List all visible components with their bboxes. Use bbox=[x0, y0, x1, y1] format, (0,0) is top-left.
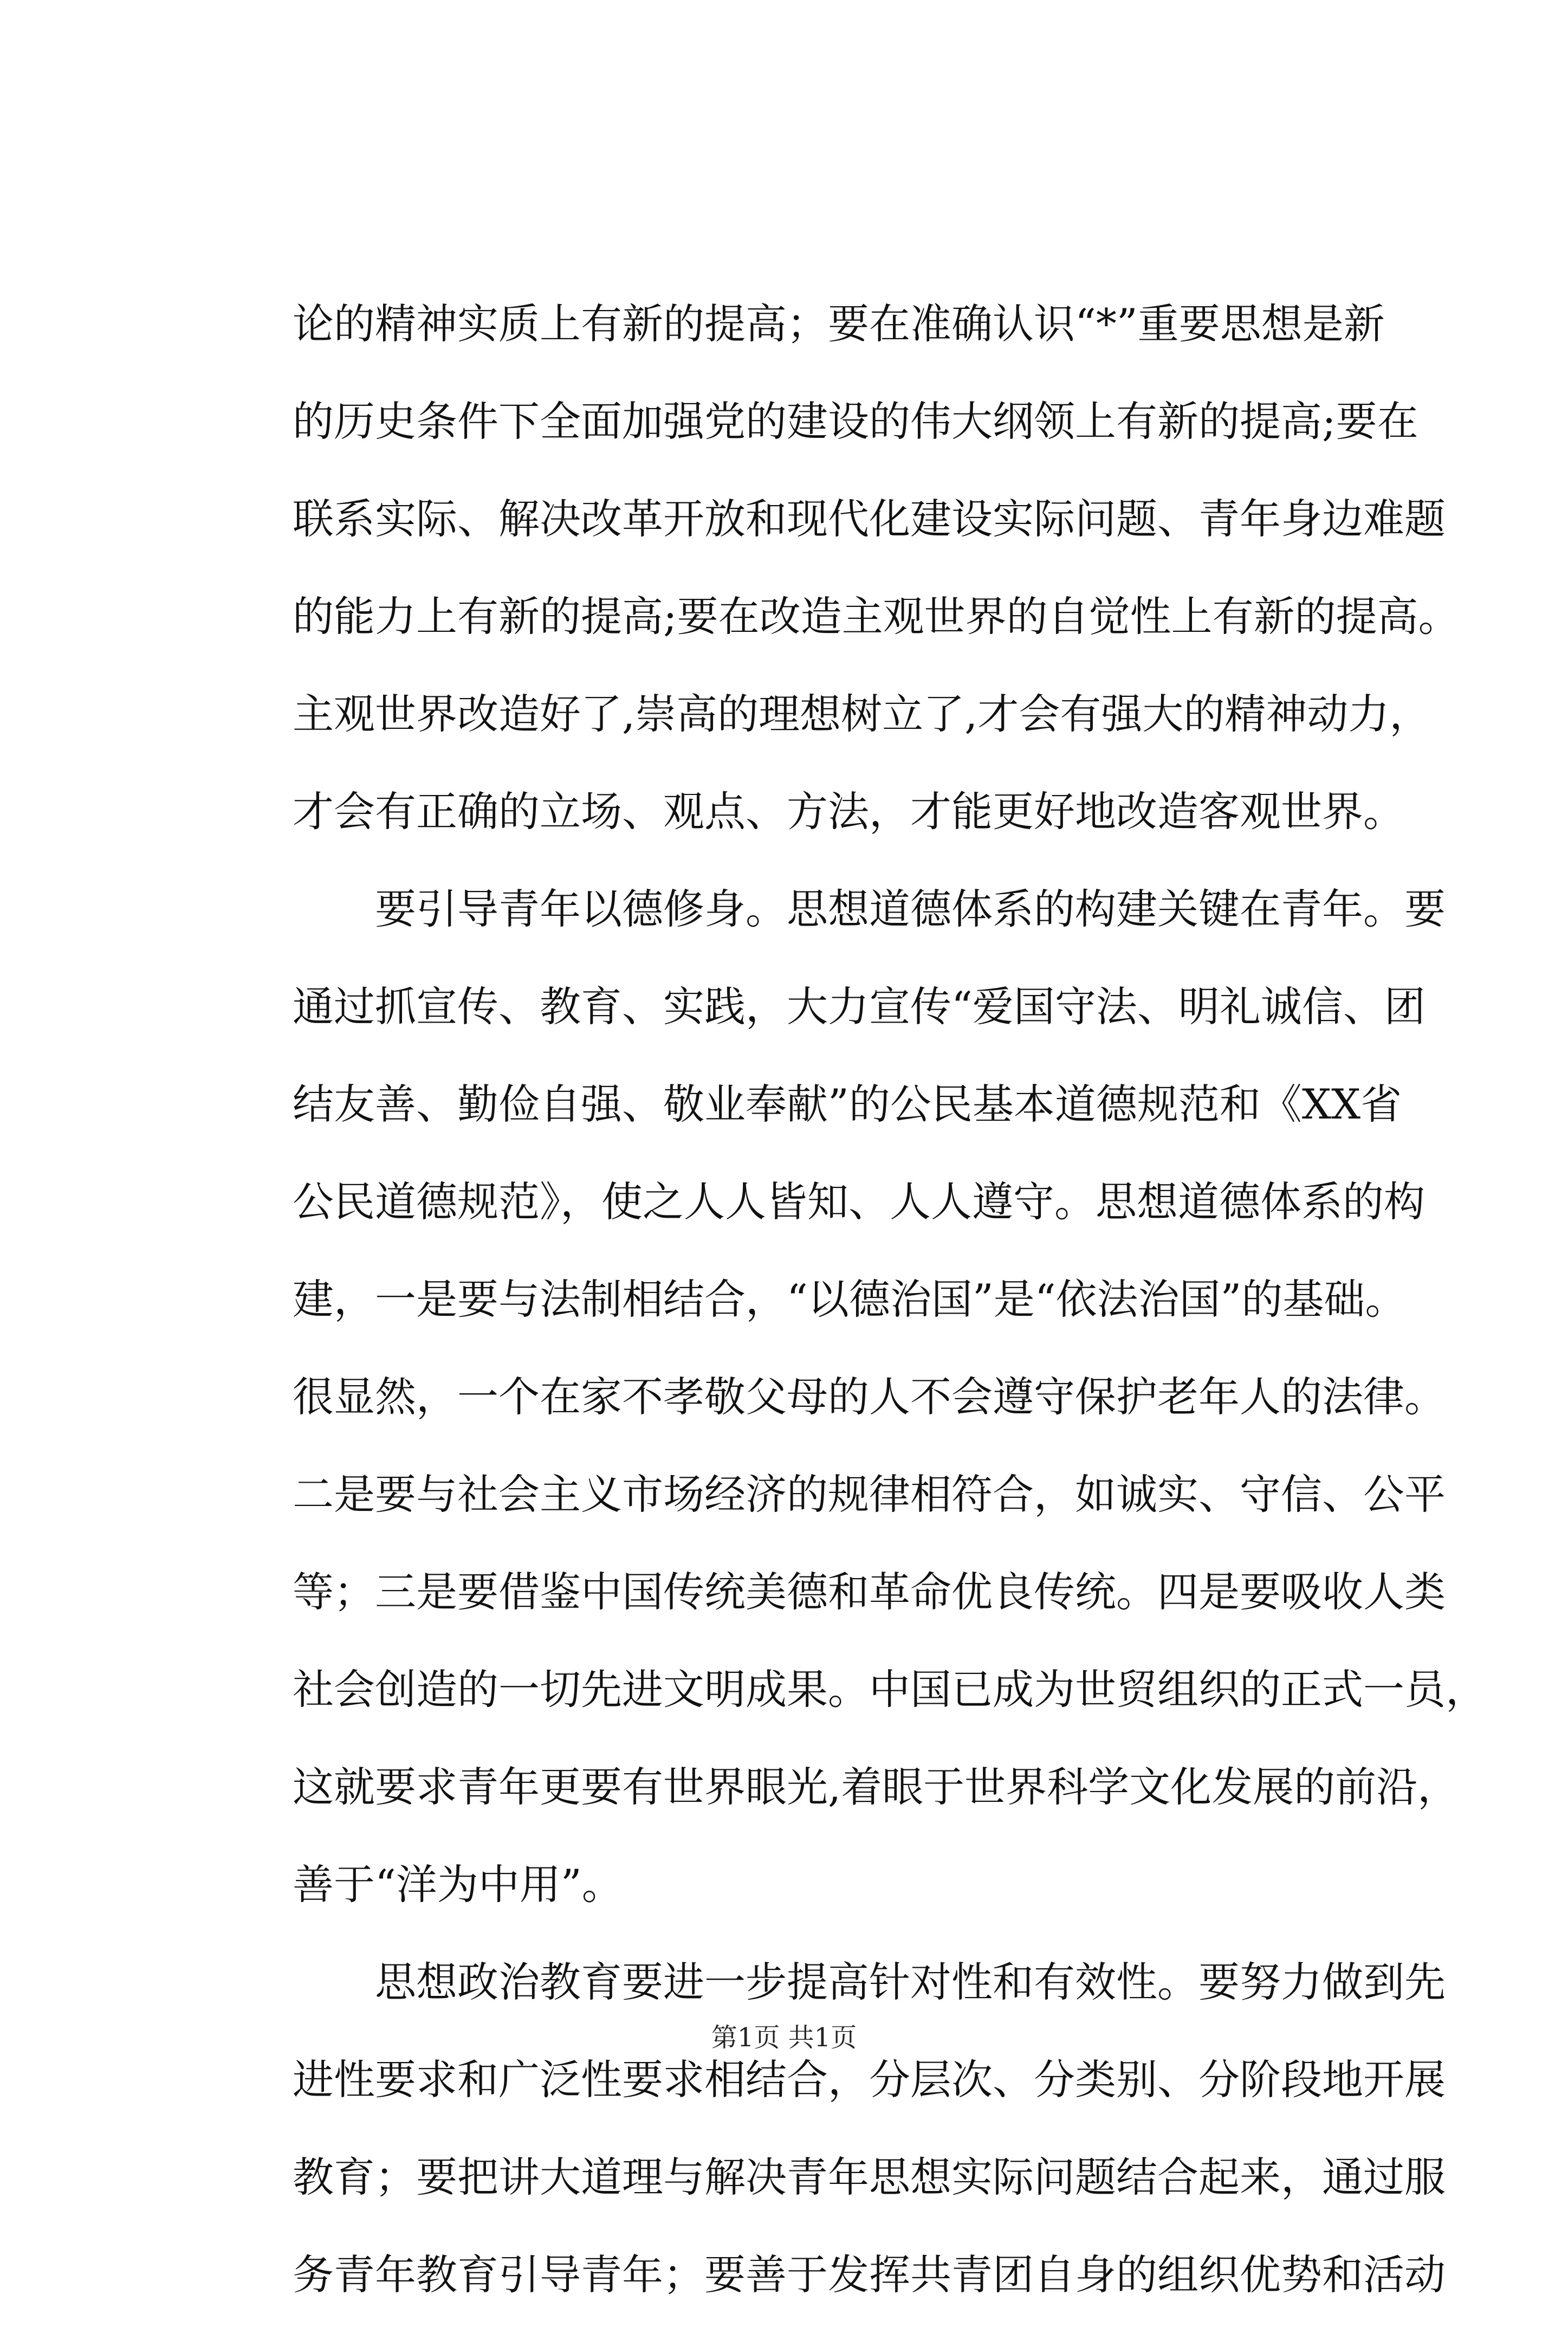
text-line: 二是要与社会主义市场经济的规律相符合，如诚实、守信、公平 bbox=[293, 1470, 1446, 1518]
text-line: 进性要求和广泛性要求相结合，分层次、分类别、分阶段地开展 bbox=[293, 2055, 1446, 2104]
text-line: 结友善、勤俭自强、敬业奉献”的公民基本道德规范和《XX省 bbox=[293, 1080, 1402, 1128]
page-footer bbox=[0, 2021, 1568, 2054]
text-line: 论的精神实质上有新的提高；要在准确认识“*”重要思想是新 bbox=[293, 300, 1385, 348]
text-line: 的能力上有新的提高;要在改造主观世界的自觉性上有新的提高。 bbox=[293, 592, 1460, 641]
text-line: 的历史条件下全面加强党的建设的伟大纲领上有新的提高;要在 bbox=[293, 397, 1418, 445]
text-line: 社会创造的一切先进文明成果。中国已成为世贸组织的正式一员， bbox=[293, 1665, 1487, 1714]
paragraph-start-line: 要引导青年以德修身。思想道德体系的构建关键在青年。要 bbox=[293, 885, 1446, 933]
text-line: 等；三是要借鉴中国传统美德和革命优良传统。四是要吸收人类 bbox=[293, 1568, 1446, 1616]
text-line: 善于“洋为中用”。 bbox=[293, 1860, 623, 1909]
text-line: 公民道德规范》，使之人人皆知、人人遵守。思想道德体系的构 bbox=[293, 1178, 1425, 1226]
text-line: 才会有正确的立场、观点、方法，才能更好地改造客观世界。 bbox=[293, 787, 1404, 836]
text-line: 建，一是要与法制相结合，“以德治国”是“依法治国”的基础。 bbox=[293, 1275, 1407, 1323]
paragraph-start-line: 思想政治教育要进一步提高针对性和有效性。要努力做到先 bbox=[293, 1958, 1446, 2006]
text-line: 教育；要把讲大道理与解决青年思想实际问题结合起来，通过服 bbox=[293, 2153, 1446, 2201]
text-line: 这就要求青年更要有世界眼光,着眼于世界科学文化发展的前沿， bbox=[293, 1763, 1459, 1811]
page-number-label: 第1页 共1页 bbox=[711, 2022, 857, 2053]
text-line: 联系实际、解决改革开放和现代化建设实际问题、青年身边难题 bbox=[293, 495, 1446, 543]
text-line: 务青年教育引导青年；要善于发挥共青团自身的组织优势和活动 bbox=[293, 2251, 1446, 2299]
text-line: 很显然，一个在家不孝敬父母的人不会遵守保护老年人的法律。 bbox=[293, 1373, 1446, 1421]
text-line: 主观世界改造好了,崇高的理想树立了,才会有强大的精神动力， bbox=[293, 690, 1431, 738]
text-line: 通过抓宣传、教育、实践，大力宣传“爱国守法、明礼诚信、团 bbox=[293, 982, 1426, 1031]
